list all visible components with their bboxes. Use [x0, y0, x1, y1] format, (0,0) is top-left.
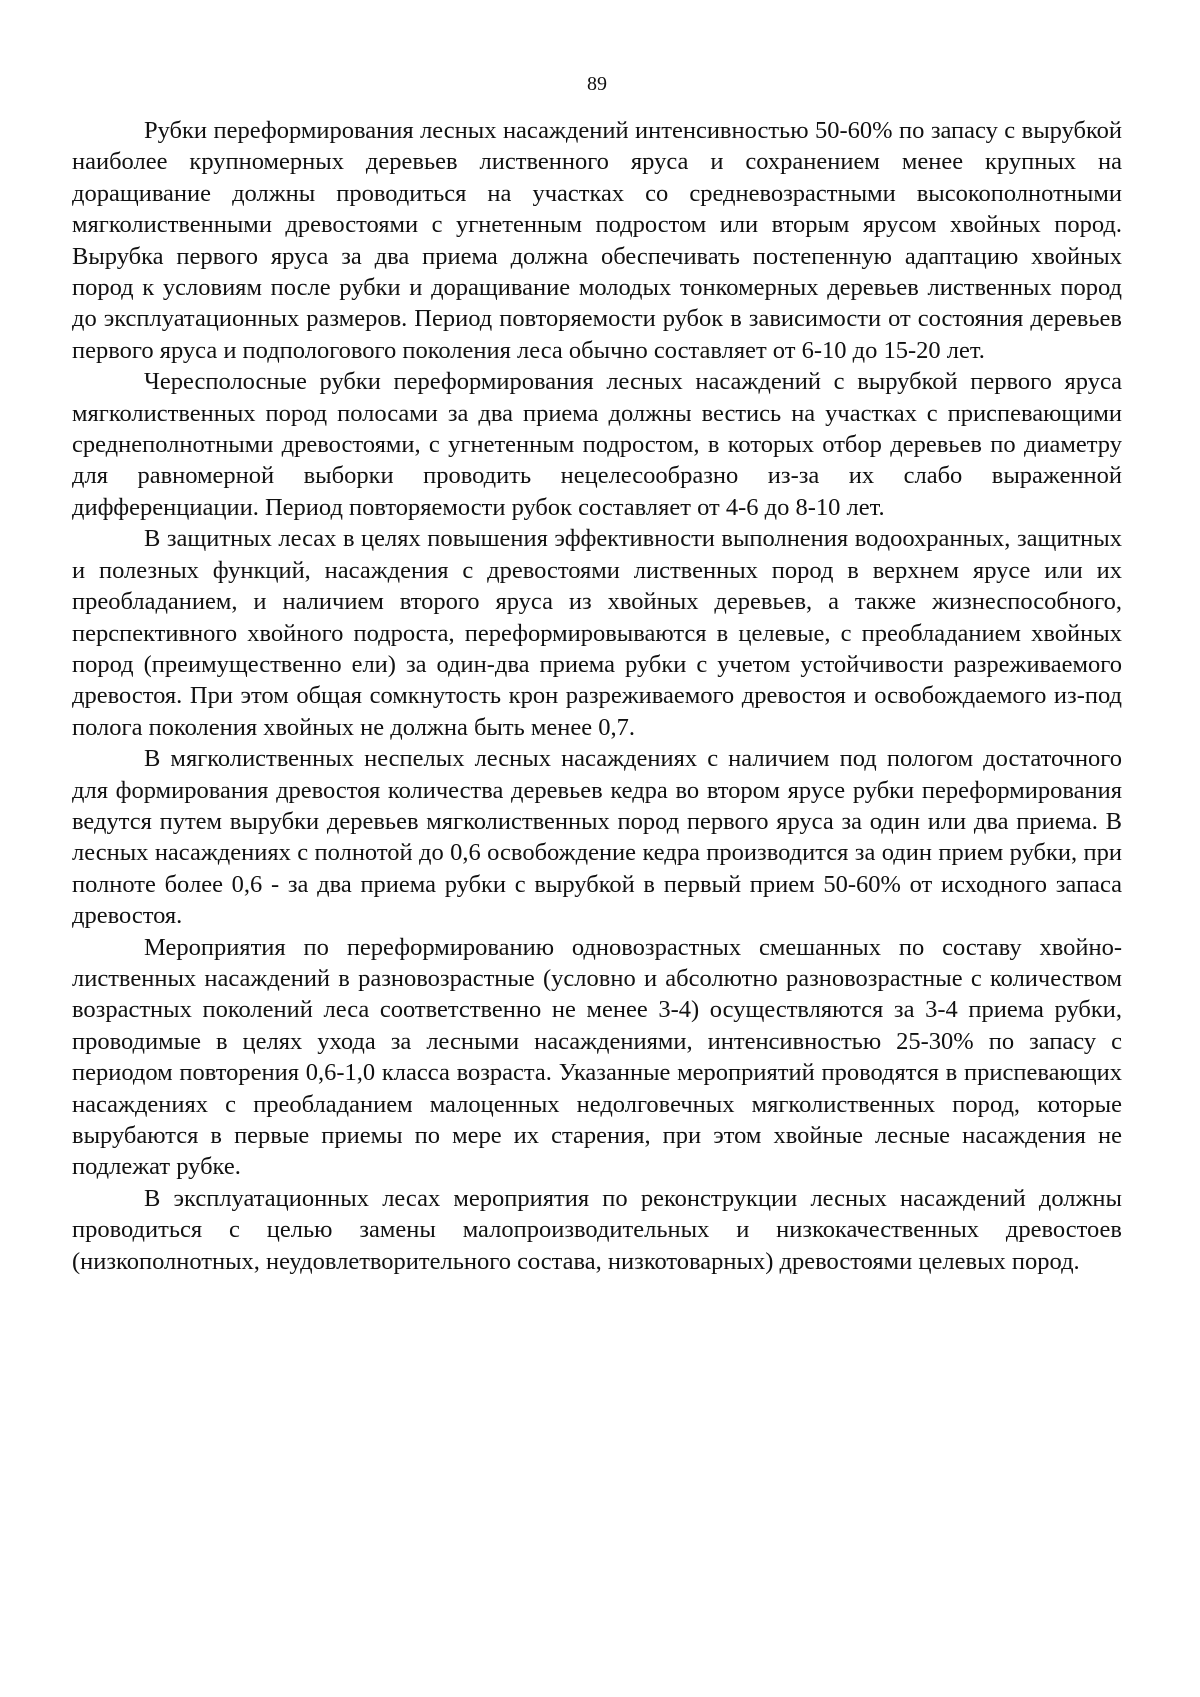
paragraph-1: Рубки переформирования лесных насаждений интенсивностью 50-60% по запасу с вырубкой наиболее крупномерных деревьев лиственного яруса и сохранением менее крупных на доращивание должны проводиться на участках со средневозрастными высокополнотными мягколиственными древостоями с угнетенным подростом или вторым ярусом хвойных пород. Вырубка первого яруса за два приема должна обеспечивать постепенную адаптацию хвойных пород к условиям после рубки и доращивание молодых тонкомерных деревьев лиственных пород до эксплуатационных размеров. Период повторяемости рубок в зависимости от состояния деревьев первого яруса и подпологового поколения леса обычно составляет от 6-10 до 15-20 лет. [72, 117, 1122, 364]
body-text [72, 115, 1122, 1277]
page-number: 89 [587, 73, 607, 95]
paragraph-2: Чересполосные рубки переформирования лесных насаждений с вырубкой первого яруса мягколиственных пород полосами за два приема должны вестись на участках с приспевающими среднеполнотными древостоями, с угнетенным подростом, в которых отбор деревьев по диаметру для равномерной выборки проводить нецелесообразно из-за их слабо выраженной дифференциации. Период повторяемости рубок составляет от 4-6 до 8-10 лет. [72, 368, 1122, 521]
paragraph-4: В мягколиственных неспелых лесных насаждениях с наличием под пологом достаточного для формирования древостоя количества деревьев кедра во втором ярусе рубки переформирования ведутся путем вырубки деревьев мягколиственных пород первого яруса за один или два приема. В лесных насаждениях с полнотой до 0,6 освобождение кедра производится за один прием рубки, при полноте более 0,6 - за два приема рубки с вырубкой в первый прием 50-60% от исходного запаса древостоя. [72, 745, 1122, 930]
paragraph-3: В защитных лесах в целях повышения эффективности выполнения водоохранных, защитных и полезных функций, насаждения с древостоями лиственных пород в верхнем ярусе или их преобладанием, и наличием второго яруса из хвойных деревьев, а также жизнеспособного, перспективного хвойного подроста, переформировываются в целевые, с преобладанием хвойных пород (преимущественно ели) за один-два приема рубки с учетом устойчивости разреживаемого древостоя. При этом общая сомкнутость крон разреживаемого древостоя и освобождаемого из-под полога поколения хвойных не должна быть менее 0,7. [72, 525, 1122, 741]
paragraph-6: В эксплуатационных лесах мероприятия по реконструкции лесных насаждений должны проводиться с целью замены малопроизводительных и низкокачественных древостоев (низкополнотных, неудовлетворительного состава, низкотоварных) древостоями целевых пород. [72, 1184, 1122, 1275]
paragraph-5: Мероприятия по переформированию одновозрастных смешанных по составу хвойно-лиственных насаждений в разновозрастные (условно и абсолютно разновозрастные с количеством возрастных поколений леса соответственно не менее 3-4) осуществляются за 3-4 приема рубки, проводимые в целях ухода за лесными насаждениями, интенсивностью 25-30% по запасу с периодом повторения 0,6-1,0 класса возраста. Указанные мероприятий проводятся в приспевающих насаждениях с преобладанием малоценных недолговечных мягколиственных пород, которые вырубаются в первые приемы по мере их старения, при этом хвойные лесные насаждения не подлежат рубке. [72, 933, 1122, 1181]
